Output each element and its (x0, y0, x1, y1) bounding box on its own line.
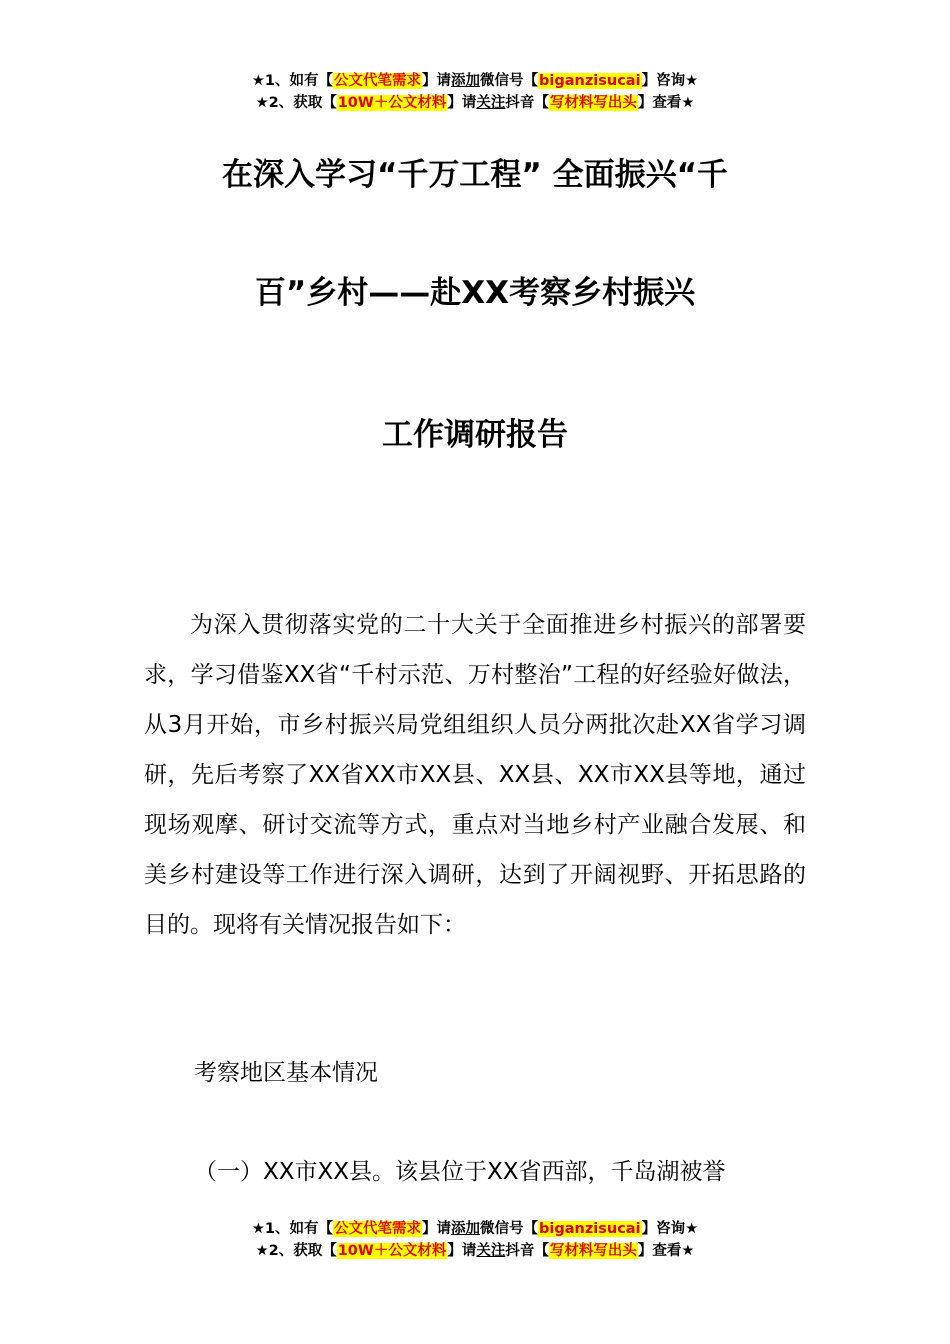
banner-text: 】请 (447, 95, 477, 111)
underlined-text: 关注 (476, 95, 506, 111)
underlined-text: 关注 (476, 1243, 506, 1259)
highlighted-douyin-id: 写材料写出头 (549, 1243, 637, 1259)
highlighted-material: 10W＋公文材料 (337, 95, 447, 111)
banner-text: 】查看★ (637, 95, 695, 111)
banner-text: 抖音【 (505, 95, 549, 111)
footer-banner-line-1 (0, 1218, 950, 1240)
underlined-text: 添加 (451, 1221, 481, 1237)
document-title-line-3: 工作调研报告 (382, 417, 568, 453)
subsection-paragraph: （一）XX市XX县。该县位于XX省西部，千岛湖被誉 (194, 1159, 726, 1185)
header-banner (0, 70, 950, 114)
banner-text: ★1、如有【 (251, 1221, 334, 1237)
footer-banner-line-2 (0, 1240, 950, 1262)
highlighted-material: 10W＋公文材料 (337, 1243, 447, 1259)
banner-text: 】咨询★ (641, 1221, 699, 1237)
highlighted-wechat-id: biganzisucai (539, 1221, 641, 1237)
footer-banner (0, 1218, 950, 1262)
document-title-line-1: 在深入学习“千万工程” 全面振兴“千 (222, 157, 728, 193)
underlined-text: 添加 (451, 73, 481, 89)
banner-text: 微信号【 (480, 1221, 539, 1237)
banner-text: 微信号【 (480, 73, 539, 89)
banner-text: 】查看★ (637, 1243, 695, 1259)
highlighted-wechat-id: biganzisucai (539, 73, 641, 89)
highlighted-douyin-id: 写材料写出头 (549, 95, 637, 111)
banner-text: 】请 (422, 1221, 452, 1237)
banner-text: ★1、如有【 (251, 73, 334, 89)
highlighted-service: 公文代笔需求 (334, 73, 422, 89)
header-banner-line-2 (0, 92, 950, 114)
document-title-line-2: 百”乡村——赴XX考察乡村振兴 (254, 275, 696, 311)
intro-paragraph: 为深入贯彻落实党的二十大关于全面推进乡村振兴的部署要求，学习借鉴XX省“千村示范、万村整治”工程的好经验好做法，从3月开始，市乡村振兴局党组组织人员分两批次赴XX省学习调研，先后考察了XX省XX市XX县、XX县、XX市XX县等地，通过现场观摩、研讨交流等方式，重点对当地乡村产业融合发展、和美乡村建设等工作进行深入调研，达到了开阔视野、开拓思路的目的。现将有关情况报告如下： (144, 612, 806, 938)
header-banner-line-1 (0, 70, 950, 92)
banner-text: ★2、获取【 (255, 1243, 337, 1259)
banner-text: 】请 (422, 73, 452, 89)
banner-text: 】请 (447, 1243, 477, 1259)
banner-text: ★2、获取【 (255, 95, 337, 111)
highlighted-service: 公文代笔需求 (334, 1221, 422, 1237)
banner-text: 抖音【 (505, 1243, 549, 1259)
banner-text: 】咨询★ (641, 73, 699, 89)
section-heading: 考察地区基本情况 (194, 1060, 378, 1086)
